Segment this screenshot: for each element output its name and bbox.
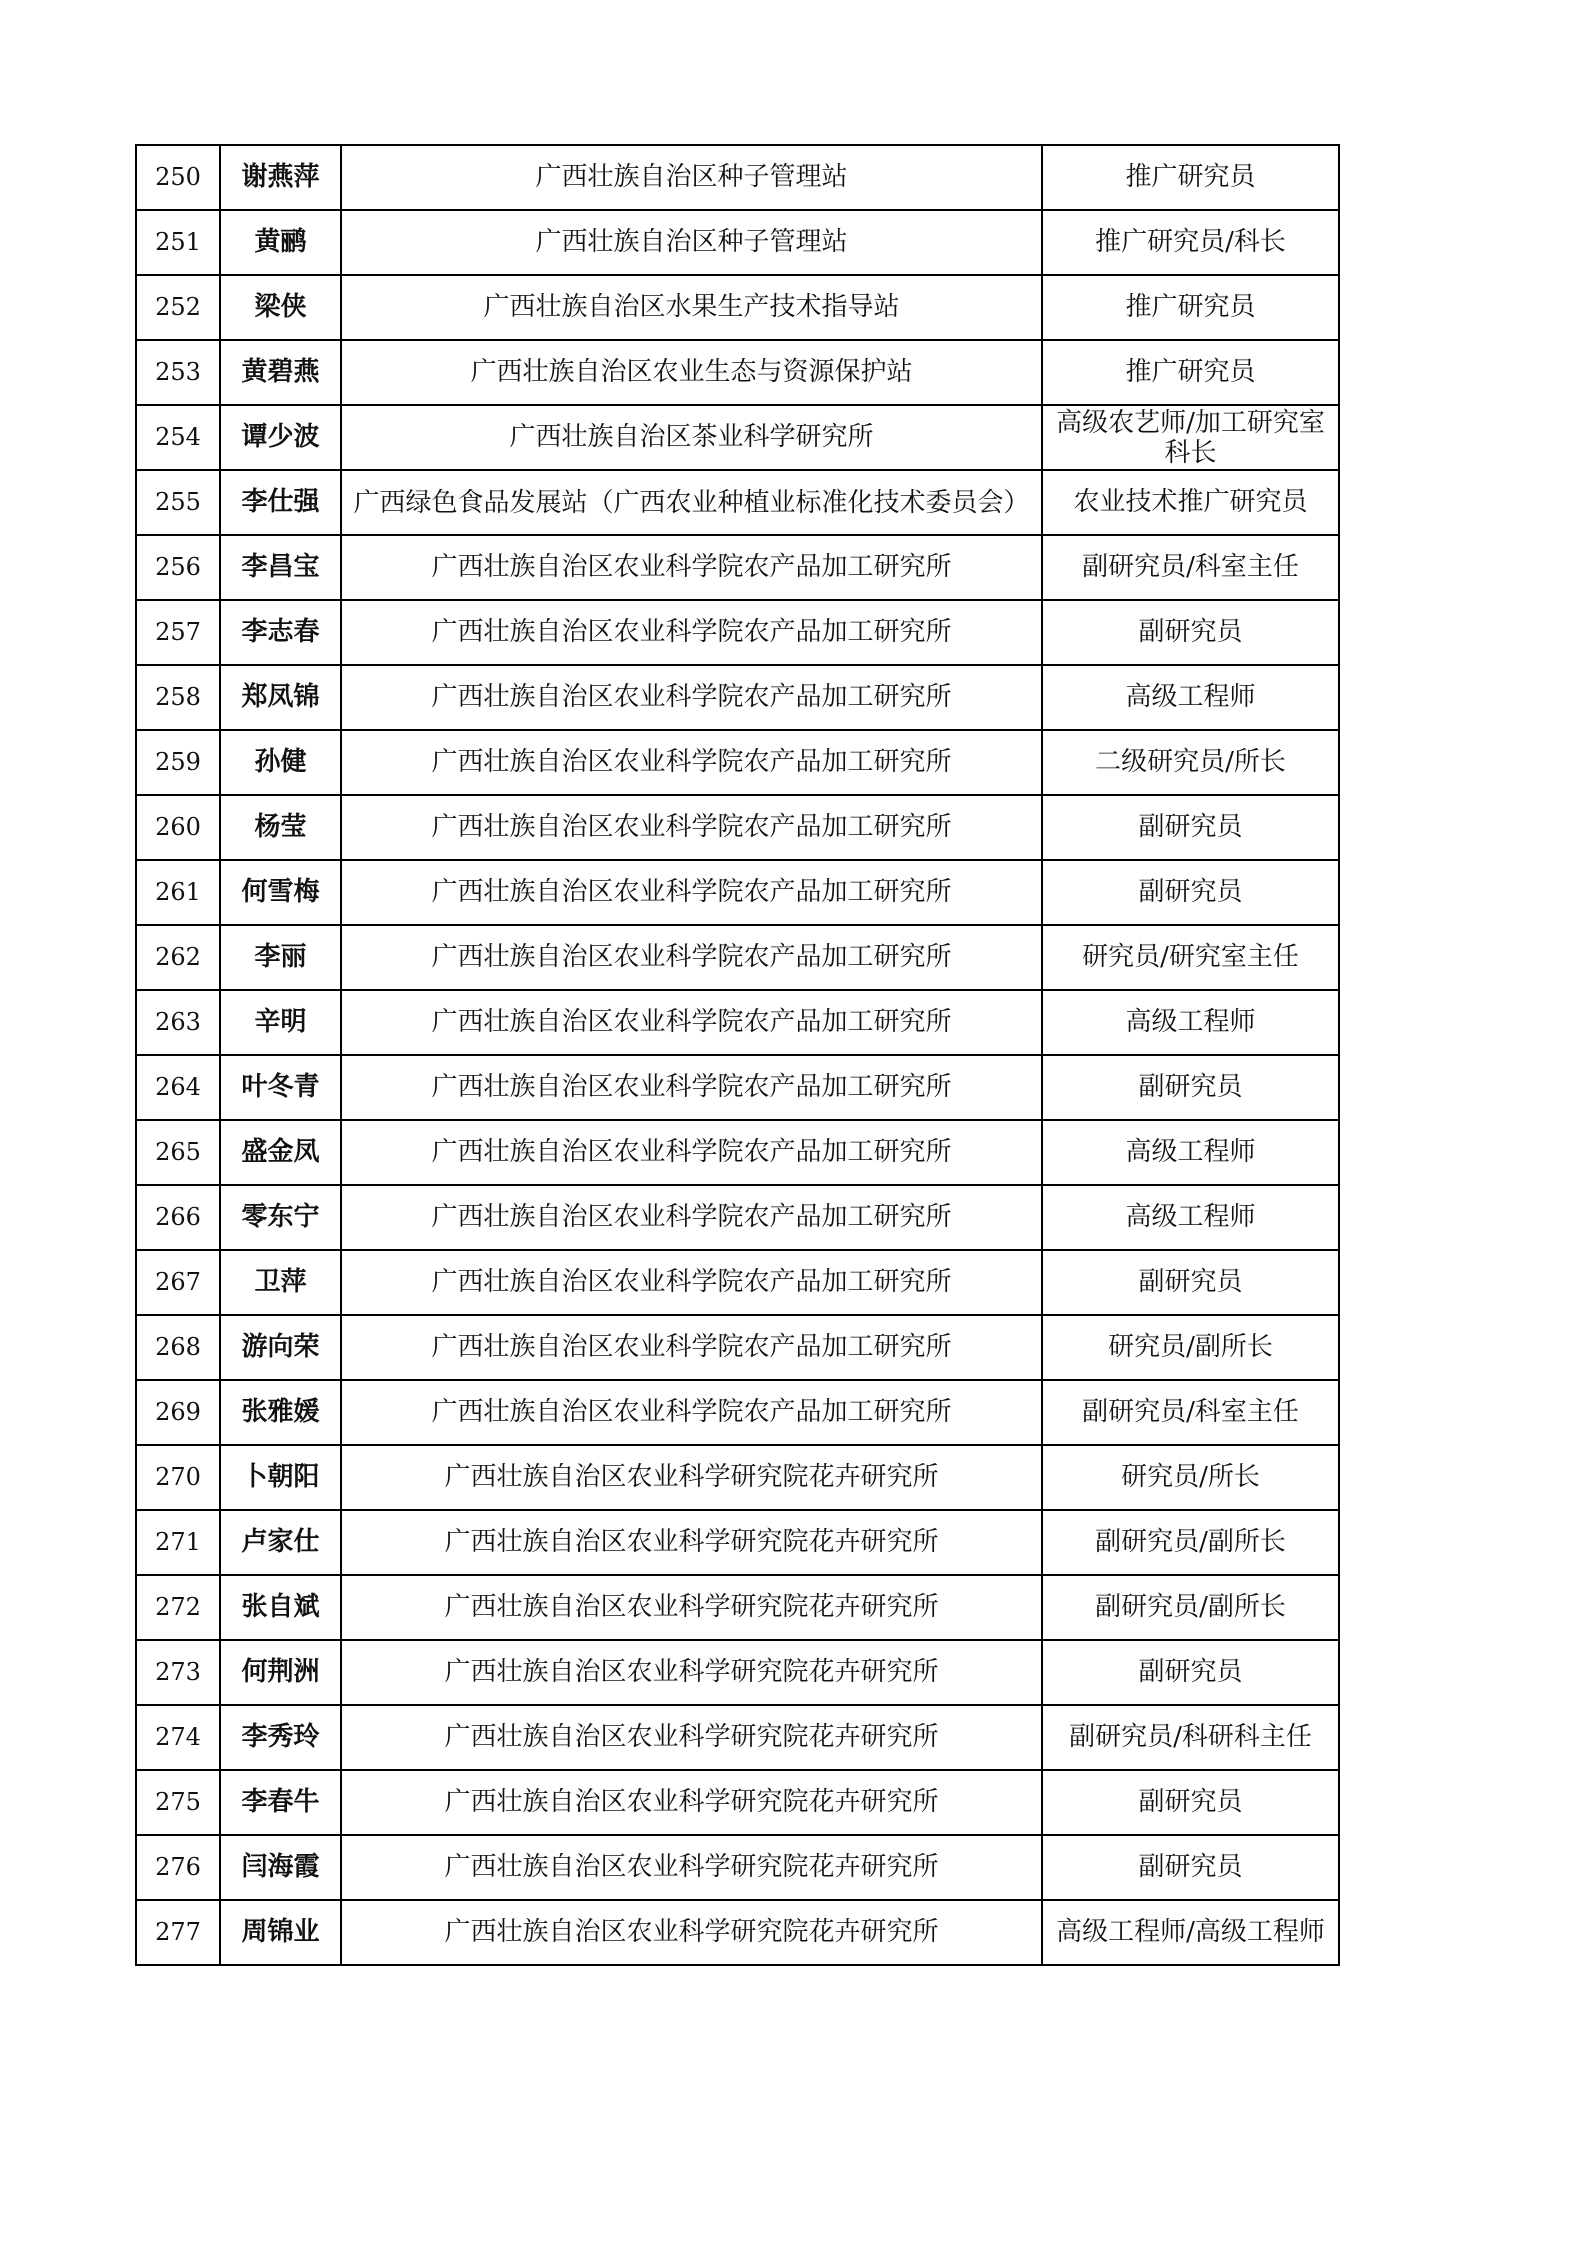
- row-number-cell: 271: [136, 1510, 220, 1575]
- job-title-cell: 副研究员: [1042, 860, 1339, 925]
- organization-cell: 广西壮族自治区农业科学研究院花卉研究所: [341, 1575, 1042, 1640]
- person-name-cell: 闫海霞: [220, 1835, 341, 1900]
- row-number-cell: 264: [136, 1055, 220, 1120]
- table-row: [136, 1770, 1339, 1835]
- person-name-cell: 梁侠: [220, 275, 341, 340]
- person-name-cell: 郑凤锦: [220, 665, 341, 730]
- row-number-cell: 265: [136, 1120, 220, 1185]
- row-number-cell: 272: [136, 1575, 220, 1640]
- person-name-cell: 李春牛: [220, 1770, 341, 1835]
- table-row: [136, 1185, 1339, 1250]
- row-number-cell: 255: [136, 470, 220, 535]
- table-row: [136, 1640, 1339, 1705]
- row-number-cell: 275: [136, 1770, 220, 1835]
- row-number-cell: 261: [136, 860, 220, 925]
- job-title-cell: 副研究员/科室主任: [1042, 535, 1339, 600]
- organization-cell: 广西壮族自治区水果生产技术指导站: [341, 275, 1042, 340]
- row-number-cell: 263: [136, 990, 220, 1055]
- row-number-cell: 262: [136, 925, 220, 990]
- job-title-cell: 副研究员/科研科主任: [1042, 1705, 1339, 1770]
- job-title-cell: 副研究员: [1042, 795, 1339, 860]
- row-number-cell: 252: [136, 275, 220, 340]
- job-title-cell: 副研究员: [1042, 1055, 1339, 1120]
- table-row: [136, 1445, 1339, 1510]
- person-name-cell: 李昌宝: [220, 535, 341, 600]
- row-number-cell: 254: [136, 405, 220, 470]
- table-row: [136, 860, 1339, 925]
- table-row: [136, 145, 1339, 210]
- job-title-cell: 副研究员: [1042, 600, 1339, 665]
- job-title-cell: 研究员/所长: [1042, 1445, 1339, 1510]
- organization-cell: 广西壮族自治区农业科学研究院花卉研究所: [341, 1640, 1042, 1705]
- organization-cell: 广西壮族自治区农业科学院农产品加工研究所: [341, 990, 1042, 1055]
- row-number-cell: 250: [136, 145, 220, 210]
- table-row: [136, 535, 1339, 600]
- row-number-cell: 276: [136, 1835, 220, 1900]
- job-title-cell: 高级工程师/高级工程师: [1042, 1900, 1339, 1965]
- person-name-cell: 黄碧燕: [220, 340, 341, 405]
- organization-cell: 广西壮族自治区农业科学院农产品加工研究所: [341, 1380, 1042, 1445]
- table-row: [136, 275, 1339, 340]
- personnel-table: [135, 144, 1340, 1966]
- organization-cell: 广西壮族自治区农业科学研究院花卉研究所: [341, 1835, 1042, 1900]
- job-title-cell: 高级工程师: [1042, 1185, 1339, 1250]
- table-row: [136, 730, 1339, 795]
- table-row: [136, 470, 1339, 535]
- table-row: [136, 1380, 1339, 1445]
- table-row: [136, 1900, 1339, 1965]
- row-number-cell: 274: [136, 1705, 220, 1770]
- table-row: [136, 665, 1339, 730]
- job-title-cell: 农业技术推广研究员: [1042, 470, 1339, 535]
- row-number-cell: 268: [136, 1315, 220, 1380]
- organization-cell: 广西壮族自治区农业科学院农产品加工研究所: [341, 925, 1042, 990]
- person-name-cell: 何雪梅: [220, 860, 341, 925]
- person-name-cell: 卜朝阳: [220, 1445, 341, 1510]
- row-number-cell: 270: [136, 1445, 220, 1510]
- organization-cell: 广西壮族自治区农业科学院农产品加工研究所: [341, 1315, 1042, 1380]
- job-title-cell: 推广研究员: [1042, 275, 1339, 340]
- job-title-cell: 高级工程师: [1042, 665, 1339, 730]
- person-name-cell: 张自斌: [220, 1575, 341, 1640]
- table-row: [136, 1250, 1339, 1315]
- table-body: [136, 145, 1339, 1965]
- organization-cell: 广西壮族自治区农业科学研究院花卉研究所: [341, 1900, 1042, 1965]
- person-name-cell: 谭少波: [220, 405, 341, 470]
- row-number-cell: 251: [136, 210, 220, 275]
- row-number-cell: 258: [136, 665, 220, 730]
- person-name-cell: 卫萍: [220, 1250, 341, 1315]
- table-row: [136, 1120, 1339, 1185]
- organization-cell: 广西壮族自治区农业科学院农产品加工研究所: [341, 1120, 1042, 1185]
- organization-cell: 广西壮族自治区农业科学院农产品加工研究所: [341, 860, 1042, 925]
- table-row: [136, 1575, 1339, 1640]
- row-number-cell: 266: [136, 1185, 220, 1250]
- job-title-cell: 高级工程师: [1042, 990, 1339, 1055]
- organization-cell: 广西壮族自治区农业科学院农产品加工研究所: [341, 535, 1042, 600]
- person-name-cell: 李丽: [220, 925, 341, 990]
- job-title-cell: 副研究员: [1042, 1250, 1339, 1315]
- organization-cell: 广西壮族自治区农业科学院农产品加工研究所: [341, 1250, 1042, 1315]
- job-title-cell: 高级农艺师/加工研究室科长: [1042, 405, 1339, 470]
- job-title-cell: 推广研究员/科长: [1042, 210, 1339, 275]
- table-row: [136, 405, 1339, 470]
- person-name-cell: 游向荣: [220, 1315, 341, 1380]
- table-row: [136, 340, 1339, 405]
- job-title-cell: 研究员/副所长: [1042, 1315, 1339, 1380]
- person-name-cell: 孙健: [220, 730, 341, 795]
- job-title-cell: 推广研究员: [1042, 145, 1339, 210]
- table-row: [136, 925, 1339, 990]
- person-name-cell: 叶冬青: [220, 1055, 341, 1120]
- organization-cell: 广西壮族自治区种子管理站: [341, 145, 1042, 210]
- person-name-cell: 李志春: [220, 600, 341, 665]
- row-number-cell: 273: [136, 1640, 220, 1705]
- table-row: [136, 795, 1339, 860]
- organization-cell: 广西壮族自治区农业科学研究院花卉研究所: [341, 1510, 1042, 1575]
- job-title-cell: 副研究员/副所长: [1042, 1575, 1339, 1640]
- organization-cell: 广西壮族自治区农业科学院农产品加工研究所: [341, 730, 1042, 795]
- organization-cell: 广西壮族自治区农业科学研究院花卉研究所: [341, 1705, 1042, 1770]
- person-name-cell: 盛金凤: [220, 1120, 341, 1185]
- person-name-cell: 卢家仕: [220, 1510, 341, 1575]
- organization-cell: 广西壮族自治区农业科学院农产品加工研究所: [341, 665, 1042, 730]
- job-title-cell: 二级研究员/所长: [1042, 730, 1339, 795]
- organization-cell: 广西壮族自治区农业科学院农产品加工研究所: [341, 600, 1042, 665]
- row-number-cell: 267: [136, 1250, 220, 1315]
- row-number-cell: 259: [136, 730, 220, 795]
- person-name-cell: 李秀玲: [220, 1705, 341, 1770]
- job-title-cell: 推广研究员: [1042, 340, 1339, 405]
- row-number-cell: 256: [136, 535, 220, 600]
- organization-cell: 广西壮族自治区农业科学院农产品加工研究所: [341, 1055, 1042, 1120]
- job-title-cell: 研究员/研究室主任: [1042, 925, 1339, 990]
- job-title-cell: 副研究员: [1042, 1835, 1339, 1900]
- job-title-cell: 高级工程师: [1042, 1120, 1339, 1185]
- person-name-cell: 杨莹: [220, 795, 341, 860]
- organization-cell: 广西壮族自治区农业科学研究院花卉研究所: [341, 1770, 1042, 1835]
- row-number-cell: 277: [136, 1900, 220, 1965]
- job-title-cell: 副研究员/科室主任: [1042, 1380, 1339, 1445]
- person-name-cell: 辛明: [220, 990, 341, 1055]
- organization-cell: 广西绿色食品发展站（广西农业种植业标准化技术委员会）: [341, 470, 1042, 535]
- table-row: [136, 1315, 1339, 1380]
- person-name-cell: 谢燕萍: [220, 145, 341, 210]
- organization-cell: 广西壮族自治区种子管理站: [341, 210, 1042, 275]
- table-row: [136, 1705, 1339, 1770]
- organization-cell: 广西壮族自治区农业科学院农产品加工研究所: [341, 795, 1042, 860]
- row-number-cell: 260: [136, 795, 220, 860]
- row-number-cell: 269: [136, 1380, 220, 1445]
- row-number-cell: 253: [136, 340, 220, 405]
- organization-cell: 广西壮族自治区茶业科学研究所: [341, 405, 1042, 470]
- job-title-cell: 副研究员/副所长: [1042, 1510, 1339, 1575]
- job-title-cell: 副研究员: [1042, 1770, 1339, 1835]
- table-row: [136, 1835, 1339, 1900]
- person-name-cell: 张雅媛: [220, 1380, 341, 1445]
- row-number-cell: 257: [136, 600, 220, 665]
- table-row: [136, 600, 1339, 665]
- person-name-cell: 李仕强: [220, 470, 341, 535]
- table-row: [136, 1510, 1339, 1575]
- table-row: [136, 1055, 1339, 1120]
- person-name-cell: 何荆洲: [220, 1640, 341, 1705]
- organization-cell: 广西壮族自治区农业科学院农产品加工研究所: [341, 1185, 1042, 1250]
- organization-cell: 广西壮族自治区农业生态与资源保护站: [341, 340, 1042, 405]
- organization-cell: 广西壮族自治区农业科学研究院花卉研究所: [341, 1445, 1042, 1510]
- person-name-cell: 零东宁: [220, 1185, 341, 1250]
- job-title-cell: 副研究员: [1042, 1640, 1339, 1705]
- table-row: [136, 210, 1339, 275]
- table-row: [136, 990, 1339, 1055]
- person-name-cell: 黄鹂: [220, 210, 341, 275]
- person-name-cell: 周锦业: [220, 1900, 341, 1965]
